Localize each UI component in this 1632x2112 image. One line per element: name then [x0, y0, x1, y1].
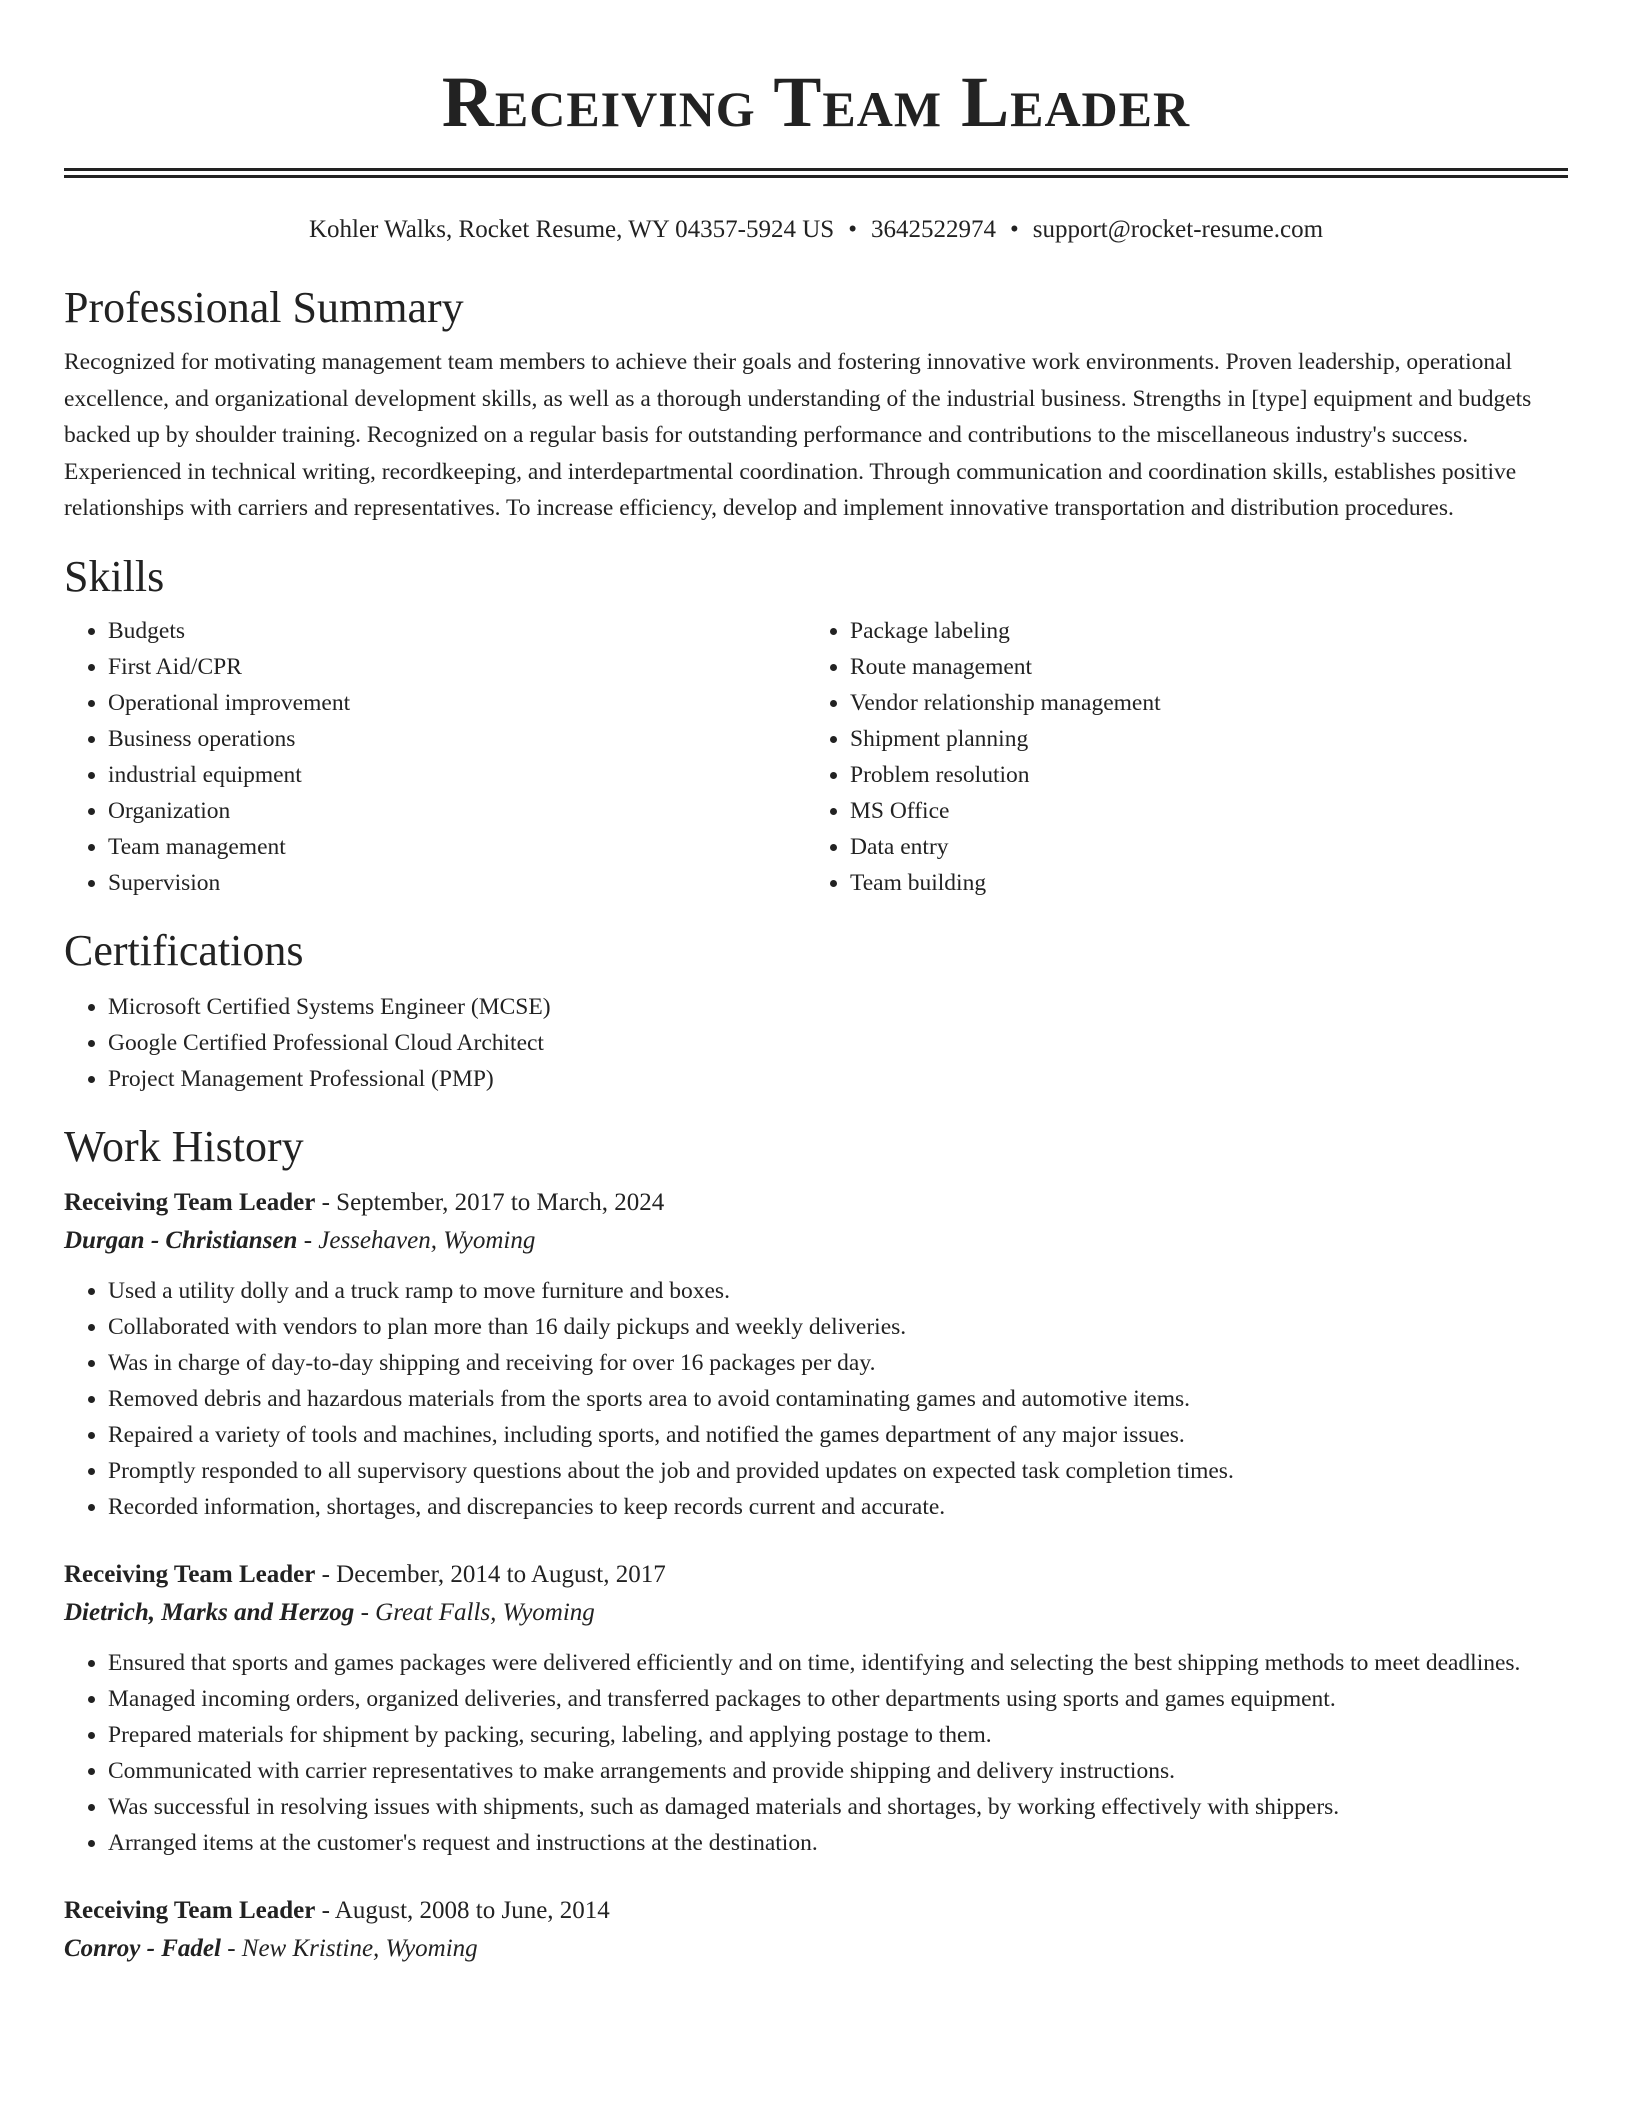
work-history-heading: Work History [64, 1121, 304, 1171]
job-location: - New Kristine, Wyoming [220, 1934, 478, 1962]
header-double-rule [64, 168, 1568, 178]
certifications-list [64, 989, 1568, 1097]
job-dates: - August, 2008 to June, 2014 [315, 1896, 610, 1924]
job-company-line [64, 1223, 1568, 1259]
job-title: Receiving Team Leader [64, 1188, 316, 1216]
job-dates: - December, 2014 to August, 2017 [315, 1560, 666, 1588]
summary-text: Recognized for motivating management team members to achieve their goals and fostering innovative work environments. Proven leadership, operational excellence, and organizational development skills, as well as a thorough understanding of the industrial business. Strengths in [type] equipment and budgets backed up by shoulder training. Recognized on a regular basis for outstanding performance and contributions to the miscellaneous industry's success. Experienced in technical writing, recordkeeping, and interdepartmental coordination. Through communication and coordination skills, establishes positive relationships with carriers and representatives. To increase efficiency, develop and implement innovative transportation and distribution procedures. [64, 349, 1532, 521]
job-company-line [64, 1595, 1568, 1631]
job-bullets [64, 1645, 1568, 1861]
skill-item: • Operational improvement [108, 685, 806, 721]
job-company: Conroy - Fadel [64, 1934, 221, 1962]
contact-line [64, 214, 1568, 246]
skill-item: • Team management [108, 829, 806, 865]
job-bullet: • Managed incoming orders, organized deliveries, and transferred packages to other departments using sports and games equipment. [108, 1681, 1568, 1717]
job-title: Receiving Team Leader [64, 1560, 316, 1588]
job-bullet: • Recorded information, shortages, and discrepancies to keep records current and accurate. [108, 1489, 1568, 1525]
job-location: - Jessehaven, Wyoming [297, 1226, 536, 1254]
skill-item: • Data entry [850, 829, 1548, 865]
job-company-line [64, 1931, 1568, 1967]
job-bullet: • Promptly responded to all supervisory questions about the job and provided updates on expected task completion times. [108, 1453, 1568, 1489]
skill-item: • Problem resolution [850, 757, 1548, 793]
job-bullet: • Was successful in resolving issues with shipments, such as damaged materials and shortages, by working effectively with shippers. [108, 1789, 1568, 1825]
job-title-line [64, 1557, 1568, 1593]
skills-column-left [64, 613, 806, 901]
job-bullet: • Arranged items at the customer's request and instructions at the destination. [108, 1825, 1568, 1861]
skill-item: • Organization [108, 793, 806, 829]
job-location: - Great Falls, Wyoming [354, 1598, 595, 1626]
job-title: Receiving Team Leader [64, 1896, 316, 1924]
contact-separator: • [848, 216, 857, 243]
skill-item: • First Aid/CPR [108, 649, 806, 685]
job-bullet: • Was in charge of day-to-day shipping and receiving for over 16 packages per day. [108, 1345, 1568, 1381]
contact-address: Kohler Walks, Rocket Resume, WY 04357-5924 US [308, 216, 835, 243]
contact-separator: • [1009, 216, 1019, 243]
skill-item: • industrial equipment [108, 757, 806, 793]
skills-heading: Skills [64, 551, 165, 601]
skills-list [64, 613, 1568, 901]
job-bullet: • Communicated with carrier representatives to make arrangements and provide shipping and delivery instructions. [108, 1753, 1568, 1789]
job-bullets [64, 1273, 1568, 1525]
skill-item: • Package labeling [850, 613, 1548, 649]
job-dates: - September, 2017 to March, 2024 [315, 1188, 665, 1216]
job-bullet: • Ensured that sports and games packages were delivered efficiently and on time, identifying and selecting the best shipping methods to meet deadlines. [108, 1645, 1568, 1681]
skill-item: • Vendor relationship management [850, 685, 1548, 721]
skill-item: • Shipment planning [850, 721, 1548, 757]
job-title-line [64, 1185, 1568, 1221]
job-entry [64, 1893, 1568, 1967]
job-company: Durgan - Christiansen [64, 1226, 298, 1254]
job-bullet: • Used a utility dolly and a truck ramp to move furniture and boxes. [108, 1273, 1568, 1309]
skill-item: • MS Office [850, 793, 1548, 829]
job-title-line [64, 1893, 1568, 1929]
certification-item: • Project Management Professional (PMP) [108, 1061, 1568, 1097]
job-bullet: • Prepared materials for shipment by packing, securing, labeling, and applying postage to them. [108, 1717, 1568, 1753]
contact-phone: 3642522974 [870, 216, 996, 243]
job-company: Dietrich, Marks and Herzog [64, 1598, 355, 1626]
job-entry [64, 1557, 1568, 1861]
job-bullet: • Collaborated with vendors to plan more than 16 daily pickups and weekly deliveries. [108, 1309, 1568, 1345]
skill-item: • Supervision [108, 865, 806, 901]
job-entry [64, 1185, 1568, 1525]
skill-item: • Team building [850, 865, 1548, 901]
job-bullet: • Repaired a variety of tools and machines, including sports, and notified the games department of any major issues. [108, 1417, 1568, 1453]
summary-heading: Professional Summary [64, 283, 464, 332]
skill-item: • Budgets [108, 613, 806, 649]
certification-item: • Google Certified Professional Cloud Architect [108, 1025, 1568, 1061]
skill-item: • Route management [850, 649, 1548, 685]
certification-item: • Microsoft Certified Systems Engineer (MCSE) [108, 989, 1568, 1025]
skills-column-right [806, 613, 1548, 901]
resume-name: Receiving Team Leader [441, 62, 1191, 142]
skill-item: • Business operations [108, 721, 806, 757]
job-bullet: • Removed debris and hazardous materials from the sports area to avoid contaminating games and automotive items. [108, 1381, 1568, 1417]
contact-email: support@rocket-resume.com [1032, 216, 1324, 243]
certifications-heading: Certifications [64, 925, 304, 975]
